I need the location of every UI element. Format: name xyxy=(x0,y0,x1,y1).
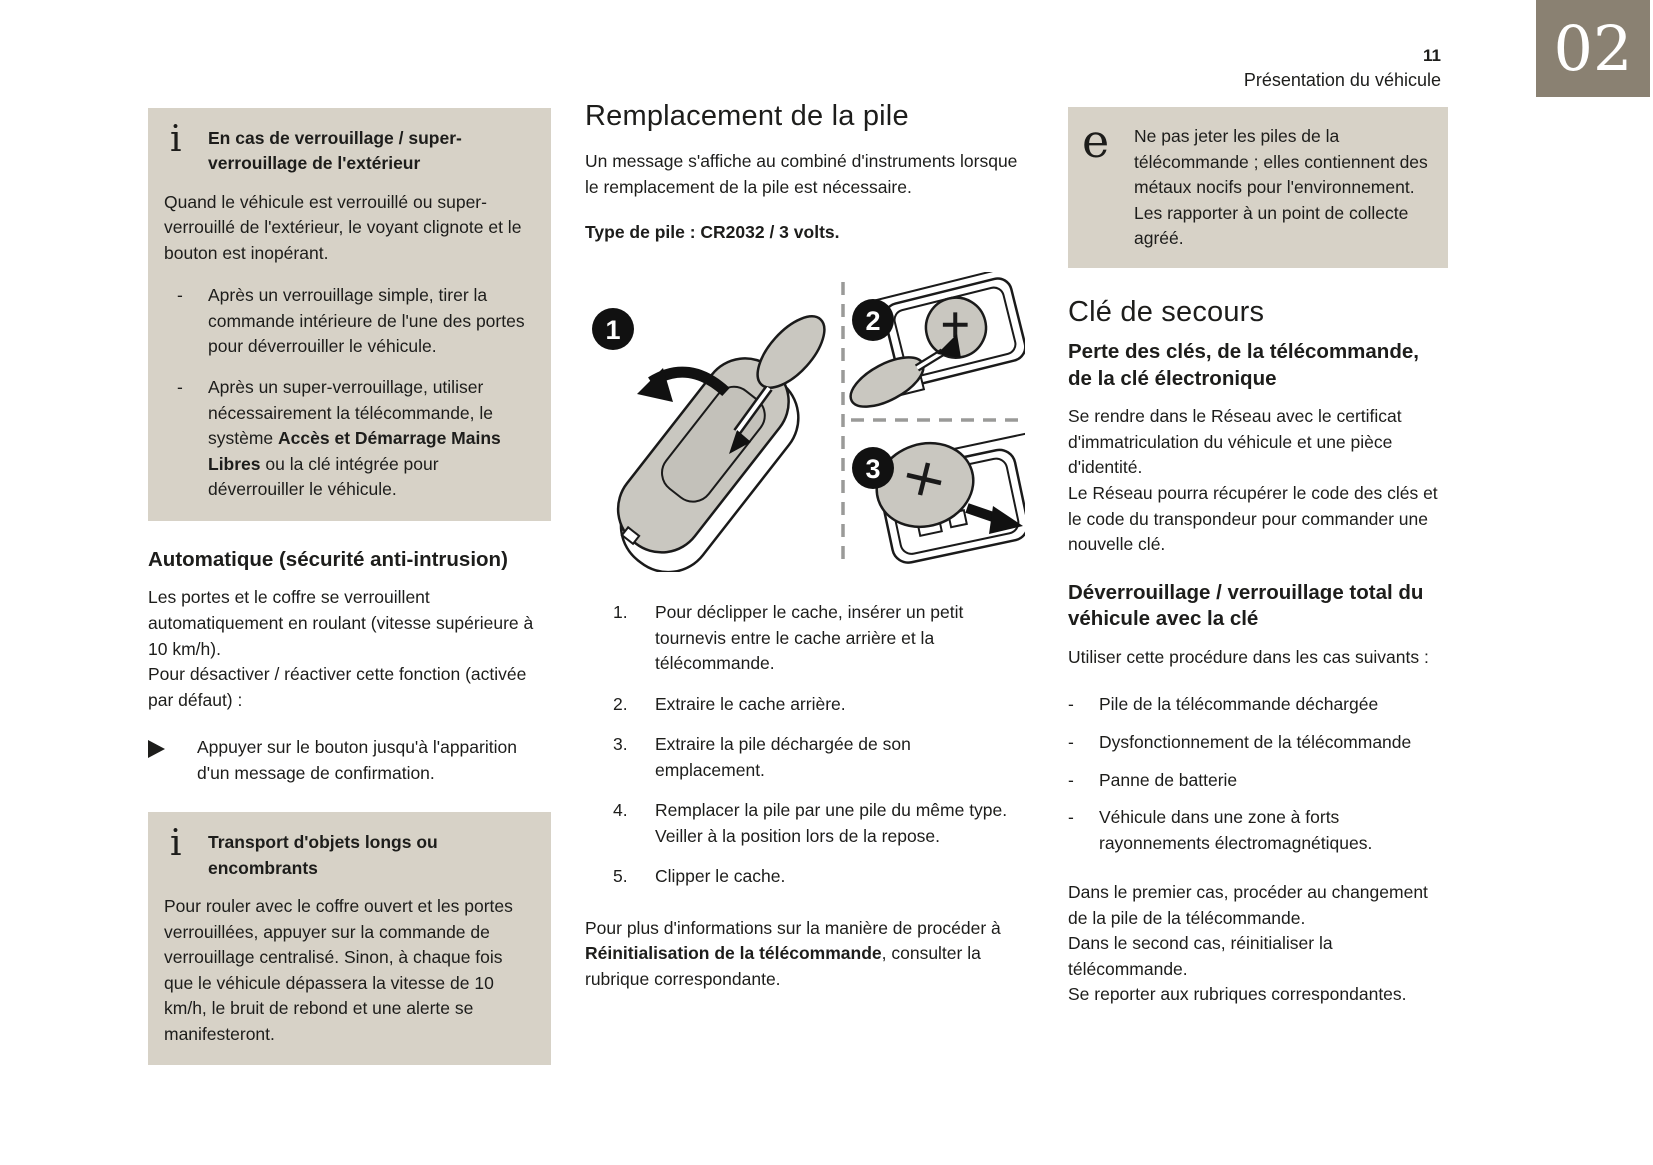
info-box-paragraph: Pour rouler avec le coffre ouvert et les portes verrouillées, appuyer sur la commande de verrouillage centralisé. Sinon, à chaque fois que le véhicule dépassera la vitesse de 10 km/h, le bruit de rebond et une alerte se manifesteront. xyxy=(164,895,513,1044)
page-header xyxy=(1244,46,1441,93)
locking-bullet-list xyxy=(164,283,533,502)
battery-intro-paragraph: Un message s'affiche au combiné d'instruments lorsque le remplacement de la pile est nécessaire. xyxy=(585,151,1018,197)
paragraph-line: Se reporter aux rubriques correspondantes. xyxy=(1068,984,1407,1005)
list-item: - Panne de batterie xyxy=(1068,768,1448,794)
section-title: Présentation du véhicule xyxy=(1243,70,1441,91)
right-column xyxy=(1068,107,1448,1008)
battery-steps-list xyxy=(613,600,1019,890)
figure-panel-2 xyxy=(843,272,1025,417)
info-box-title: Transport d'objets longs ou encombrants xyxy=(208,832,438,878)
paragraph-line: Pour désactiver / réactiver cette fonction (activée par défaut) : xyxy=(148,664,527,710)
step-badge-2-number: 2 xyxy=(865,305,881,336)
step-badge-3-number: 3 xyxy=(865,453,881,484)
info-box-head xyxy=(164,119,533,177)
action-step xyxy=(148,735,551,786)
eco-box xyxy=(1068,107,1448,268)
paragraph-line: Les portes et le coffre se verrouillent automatiquement en roulant (vitesse supérieure à 10 km/h). xyxy=(148,587,534,659)
info-box-head xyxy=(164,823,533,881)
step-item: Clipper le cache. xyxy=(655,866,786,887)
list-item-text: Après un super-verrouillage, utiliser nécessairement la télécommande, le système xyxy=(208,377,494,449)
list-item-bold: Accès et Démarrage Mains Libres xyxy=(208,428,501,474)
page-number: 11 xyxy=(1423,46,1441,65)
figure-panel-3 xyxy=(852,431,1025,568)
chapter-number-badge: 02 xyxy=(1536,0,1650,97)
paragraph-line: Dans le second cas, réinitialiser la télécommande. xyxy=(1068,933,1333,979)
left-column xyxy=(148,108,551,1065)
paragraph-line: Dans le premier cas, procéder au changement de la pile de la télécommande. xyxy=(1068,882,1428,928)
step-item: Remplacer la pile par une pile du même type. Veiller à la position lors de la repose. xyxy=(655,800,1008,846)
info-icon: i xyxy=(170,823,182,865)
figure-panel-1 xyxy=(592,305,836,572)
paragraph-line: Se rendre dans le Réseau avec le certificat d'immatriculation du véhicule et une pièce d'identité. xyxy=(1068,406,1402,478)
info-box-title: En cas de verrouillage / super-verrouillage de l'extérieur xyxy=(208,128,462,174)
list-item-text: Après un verrouillage simple, tirer la commande intérieure de l'une des portes pour déverrouiller le véhicule. xyxy=(208,285,525,357)
heading-deverrouillage: Déverrouillage / verrouillage total du véhicule avec la clé xyxy=(1068,580,1424,631)
battery-figure-svg xyxy=(585,272,1025,572)
procedure-outro xyxy=(1068,880,1448,1008)
action-arrow-icon xyxy=(148,740,183,758)
step-item: Pour déclipper le cache, insérer un petit tournevis entre le cache arrière et la télécommande. xyxy=(655,601,964,674)
eco-box-head xyxy=(1082,114,1432,252)
list-item xyxy=(164,283,533,360)
procedure-intro: Utiliser cette procédure dans les cas suivants : xyxy=(1068,646,1429,667)
list-item xyxy=(164,375,533,503)
heading-perte-des-cles: Perte des clés, de la télécommande, de la clé électronique xyxy=(1068,340,1419,390)
procedure-cases-list xyxy=(1068,692,1448,856)
eco-box-text: Ne pas jeter les piles de la télécommande ; elles contiennent des métaux nocifs pour l'environnement. Les rapporter à un point de collecte agréé. xyxy=(1134,126,1428,249)
action-text: Appuyer sur le bouton jusqu'à l'apparition d'un message de confirmation. xyxy=(197,737,517,783)
paragraph-line: Le Réseau pourra récupérer le code des clés et le code du transpondeur pour commander une nouvelle clé. xyxy=(1068,483,1438,555)
info-box-locking xyxy=(148,108,551,521)
perte-paragraphs xyxy=(1068,404,1448,557)
middle-column xyxy=(585,100,1019,1010)
heading-cle-de-secours: Clé de secours xyxy=(1068,295,1265,328)
info-icon: i xyxy=(170,119,182,160)
battery-type-line: Type de pile : CR2032 / 3 volts. xyxy=(585,222,840,243)
list-item: - Véhicule dans une zone à forts rayonnements électromagnétiques. xyxy=(1068,805,1448,856)
battery-replacement-figure xyxy=(585,272,1019,572)
list-item: - Pile de la télécommande déchargée xyxy=(1068,692,1448,718)
heading-remplacement-pile: Remplacement de la pile xyxy=(585,100,909,132)
heading-automatique: Automatique (sécurité anti-intrusion) xyxy=(148,547,508,571)
outro-text: , consulter la rubrique correspondante. xyxy=(585,943,981,989)
step-item: Extraire la pile déchargée de son emplacement. xyxy=(655,734,911,780)
list-item-text: ou la clé intégrée pour déverrouiller le véhicule. xyxy=(208,453,439,500)
outro-bold: Réinitialisation de la télécommande xyxy=(585,943,882,964)
outro-text: Pour plus d'informations sur la manière de procéder à xyxy=(585,917,1001,938)
automatique-paragraph xyxy=(148,585,551,713)
info-box-transport xyxy=(148,812,551,1065)
step-badge-1-number: 1 xyxy=(605,314,621,345)
list-item: - Dysfonctionnement de la télécommande xyxy=(1068,730,1448,756)
info-box-paragraph: Quand le véhicule est verrouillé ou super-verrouillé de l'extérieur, le voyant clignote et le bouton est inopérant. xyxy=(164,191,522,263)
battery-outro-paragraph xyxy=(585,916,1019,993)
step-item: Extraire le cache arrière. xyxy=(655,693,846,714)
environment-icon: e xyxy=(1082,114,1110,168)
